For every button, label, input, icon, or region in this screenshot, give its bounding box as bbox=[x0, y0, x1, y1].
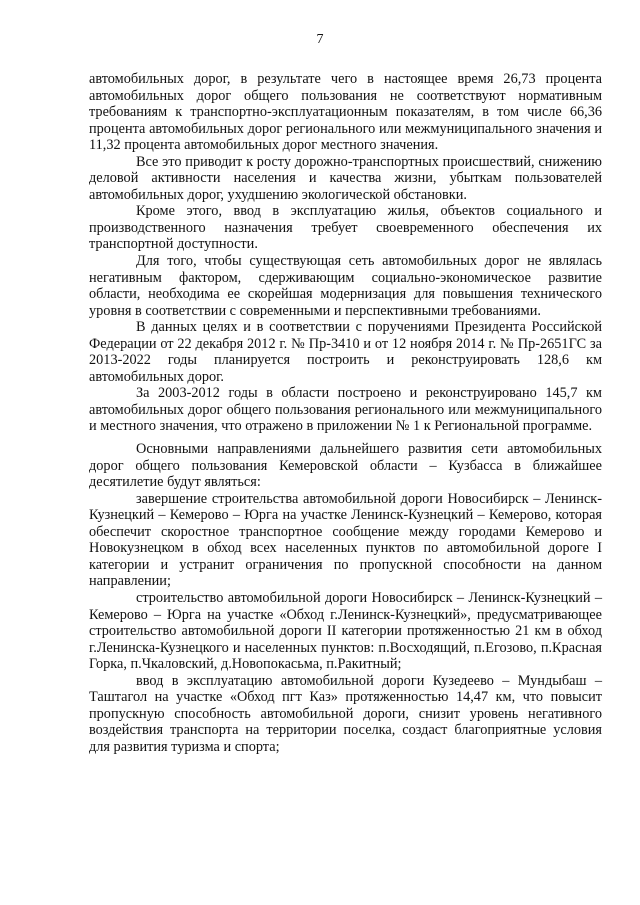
paragraph: За 2003-2012 годы в области построено и реконструировано 145,7 км автомобильных дорог общего пользования регионального или межмуниципального и местного значения, что отражено в приложении № 1 к Региональной программе. bbox=[89, 385, 602, 435]
paragraph: Кроме этого, ввод в эксплуатацию жилья, объектов социального и производственного назначения требует своевременного обеспечения их транспортной доступности. bbox=[89, 203, 602, 253]
page-number: 7 bbox=[316, 32, 324, 47]
paragraph: В данных целях и в соответствии с поручениями Президента Российской Федерации от 22 декабря 2012 г. № Пр-3410 и от 12 ноября 2014 г. № Пр-2651ГС за 2013-2022 годы планируется построить и реконструировать 128,6 км автомобильных дорог. bbox=[89, 319, 602, 385]
list-item: ввод в эксплуатацию автомобильной дороги Кузедеево – Мундыбаш – Таштагол на участке «Обход пгт Каз» протяженностью 14,47 км, что повысит пропускную способность автомобильной дороги, снизит уровень негативного воздействия транспорта на территории поселка, создаст благоприятные условия для развития туризма и спорта; bbox=[89, 672, 602, 755]
paragraph: автомобильных дорог, в результате чего в настоящее время 26,73 процента автомобильных дорог общего пользования не соответствуют нормативным требованиям к транспортно-эксплуатационным показателям, в том числе 66,36 процента автомобильных дорог регионального или межмуниципального значения и 11,32 процента автомобильных дорог местного значения. bbox=[89, 71, 602, 154]
paragraph: Основными направлениями дальнейшего развития сети автомобильных дорог общего пользования Кемеровской области – Кузбасса в ближайшее десятилетие будут являться: bbox=[89, 441, 602, 491]
body-text bbox=[89, 71, 602, 755]
paragraph: Для того, чтобы существующая сеть автомобильных дорог не являлась негативным фактором, сдерживающим социально-экономическое развитие области, необходима ее скорейшая модернизация для повышения технического уровня в соответствии с современными и перспективными требованиями. bbox=[89, 253, 602, 319]
list-item: завершение строительства автомобильной дороги Новосибирск – Ленинск-Кузнецкий – Кемерово – Юрга на участке Ленинск-Кузнецкий – Кемерово, которая обеспечит скоростное транспортное сообщение между городами Кемерово и Новокузнецком в обход всех населенных пунктов по автомобильной дороге I категории и устранит ограничения по пропускной способности на данном направлении; bbox=[89, 490, 602, 590]
paragraph: Все это приводит к росту дорожно-транспортных происшествий, снижению деловой активности населения и качества жизни, убыткам пользователей автомобильных дорог, ухудшению экологической обстановки. bbox=[89, 153, 602, 203]
list-item: строительство автомобильной дороги Новосибирск – Ленинск-Кузнецкий – Кемерово – Юрга на участке «Обход г.Ленинск-Кузнецкий», предусматривающее строительство автомобильной дороги II категории протяженностью 21 км в обход г.Ленинска-Кузнецкого и населенных пунктов: п.Восходящий, п.Егозово, п.Красная Горка, п.Чкаловский, д.Новопокасьма, п.Ракитный; bbox=[89, 589, 602, 673]
